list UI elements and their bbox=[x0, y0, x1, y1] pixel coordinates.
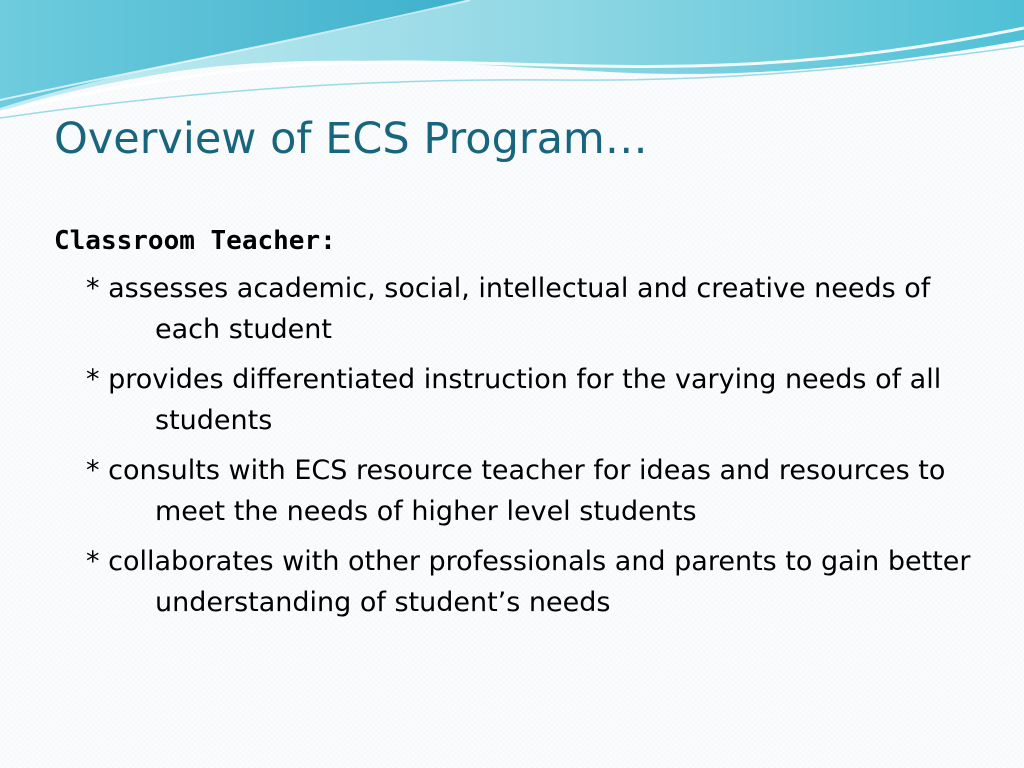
section-heading: Classroom Teacher: bbox=[54, 226, 336, 256]
bullet-item bbox=[86, 541, 984, 623]
bullet-text: provides differentiated instruction for the varying needs of all students bbox=[108, 364, 942, 436]
bullet-marker: * bbox=[86, 364, 100, 395]
bullet-text: assesses academic, social, intellectual and creative needs of each student bbox=[108, 273, 931, 345]
slide-body bbox=[54, 220, 984, 632]
decorative-wave-banner bbox=[0, 0, 1024, 120]
bullet-item bbox=[86, 268, 984, 350]
slide-title: Overview of ECS Program… bbox=[54, 114, 648, 164]
bullet-item bbox=[86, 450, 984, 532]
bullet-text: collaborates with other professionals and parents to gain better understanding of student’s needs bbox=[108, 546, 971, 618]
bullet-marker: * bbox=[86, 455, 100, 486]
bullet-text: consults with ECS resource teacher for ideas and resources to meet the needs of higher level students bbox=[108, 455, 946, 527]
bullet-marker: * bbox=[86, 273, 100, 304]
bullet-marker: * bbox=[86, 546, 100, 577]
bullet-list bbox=[54, 268, 984, 623]
bullet-item bbox=[86, 359, 984, 441]
